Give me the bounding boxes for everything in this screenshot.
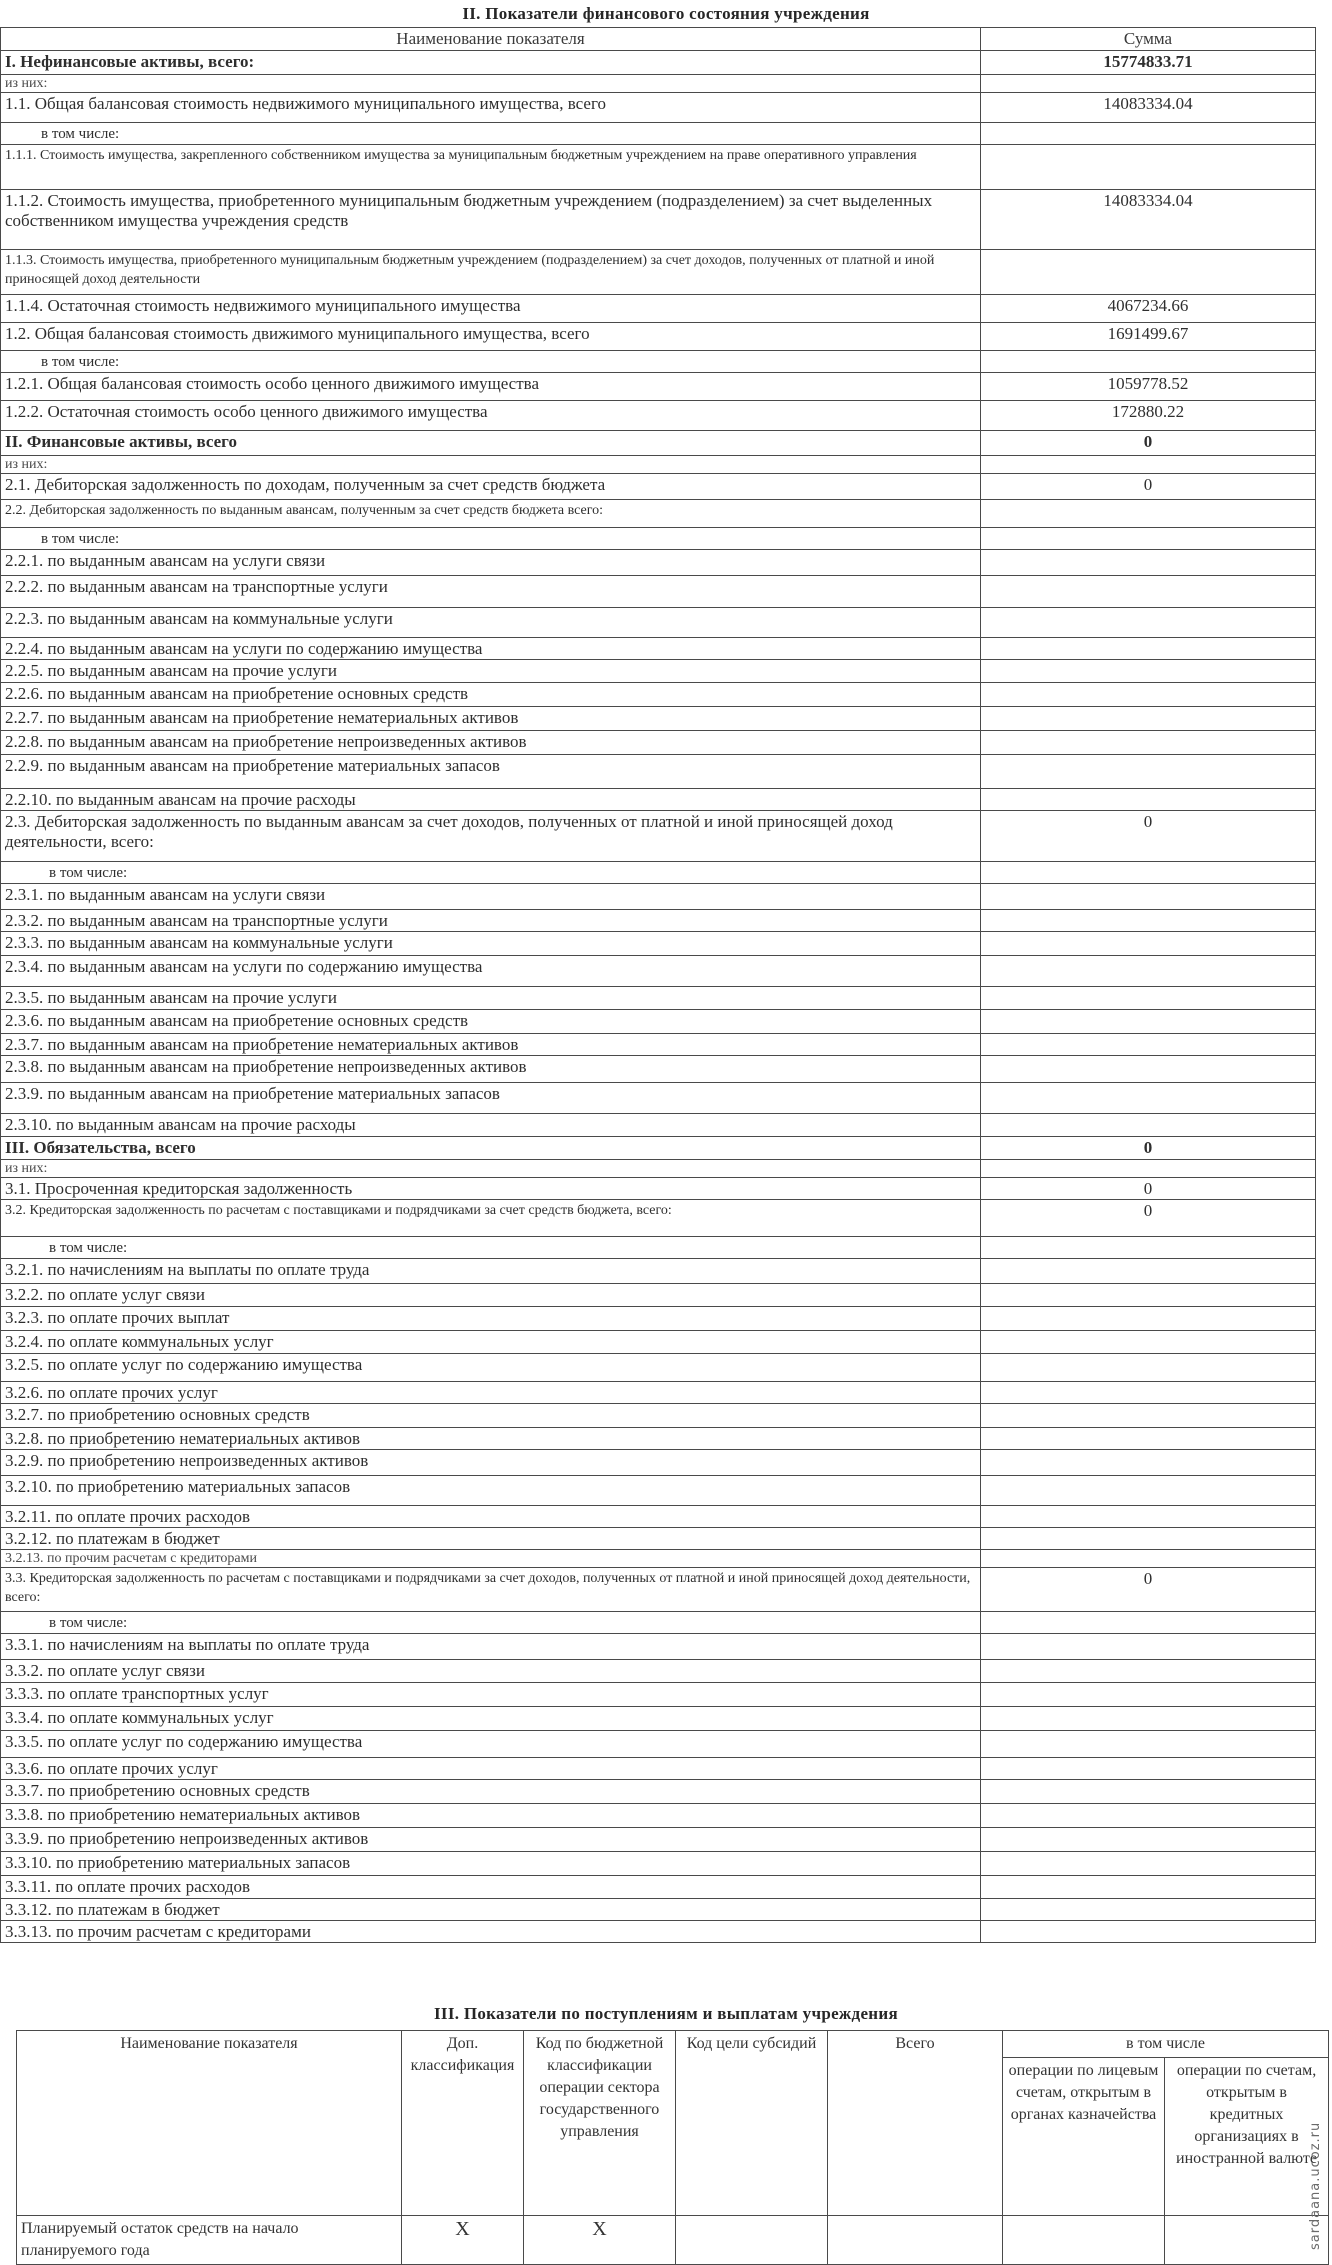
table-row	[1, 1876, 1316, 1899]
row-name: 3.2.12. по платежам в бюджет	[1, 1528, 981, 1550]
table-row	[1, 1828, 1316, 1852]
row-name: 3.3.2. по оплате услуг связи	[1, 1660, 981, 1683]
row-name: 1.1. Общая балансовая стоимость недвижимого муниципального имущества, всего	[1, 93, 981, 123]
row-amount: 1059778.52	[981, 373, 1316, 401]
row-amount	[981, 707, 1316, 731]
row-name: 2.2.10. по выданным авансам на прочие расходы	[1, 789, 981, 811]
row-name: в том числе:	[1, 862, 981, 884]
row-amount	[981, 1876, 1316, 1899]
row-name: 3.3.13. по прочим расчетам с кредиторами	[1, 1921, 981, 1943]
table-row	[1, 956, 1316, 987]
row-amount	[981, 1404, 1316, 1428]
row-name: 3.3.8. по приобретению нематериальных активов	[1, 1804, 981, 1828]
row-name: 3.3.7. по приобретению основных средств	[1, 1780, 981, 1804]
row-name: 2.2.9. по выданным авансам на приобретение материальных запасов	[1, 755, 981, 789]
row-name: 2.3.10. по выданным авансам на прочие расходы	[1, 1114, 981, 1137]
table-row	[1, 528, 1316, 550]
row-name: из них:	[1, 456, 981, 474]
table-row	[1, 351, 1316, 373]
table-row	[1, 683, 1316, 707]
row-amount	[981, 1612, 1316, 1634]
table-row	[1, 93, 1316, 123]
row-name: 1.2. Общая балансовая стоимость движимого муниципального имущества, всего	[1, 323, 981, 351]
row-amount	[981, 683, 1316, 707]
table-row	[1, 1237, 1316, 1259]
row-name: 2.3.6. по выданным авансам на приобретение основных средств	[1, 1010, 981, 1034]
row-amount: 0	[981, 1178, 1316, 1200]
row-name: 3.2.1. по начислениям на выплаты по оплате труда	[1, 1259, 981, 1284]
table-row	[1, 987, 1316, 1010]
row-amount	[981, 1331, 1316, 1354]
row-amount	[981, 1034, 1316, 1056]
row-name: 1.1.3. Стоимость имущества, приобретенного муниципальным бюджетным учреждением (подразделением) за счет доходов, полученных от платной и иной приносящей доход деятельности	[1, 250, 981, 295]
table-row	[1, 789, 1316, 811]
row-name: 3.2.3. по оплате прочих выплат	[1, 1307, 981, 1331]
row-amount	[981, 1758, 1316, 1780]
row-amount	[981, 1828, 1316, 1852]
row-amount: 0	[981, 1568, 1316, 1612]
row-name: 1.2.1. Общая балансовая стоимость особо ценного движимого имущества	[1, 373, 981, 401]
table-row	[1, 500, 1316, 528]
table-row	[1, 707, 1316, 731]
table-row	[1, 1160, 1316, 1178]
row-amount	[981, 932, 1316, 956]
table-row	[1, 1083, 1316, 1114]
row-amount	[981, 1450, 1316, 1476]
table-row	[1, 1284, 1316, 1307]
row-name: 3.3.6. по оплате прочих услуг	[1, 1758, 981, 1780]
row-amount	[981, 75, 1316, 93]
row-name: 3.3.5. по оплате услуг по содержанию имущества	[1, 1731, 981, 1758]
table-row	[1, 638, 1316, 660]
table-row	[1, 431, 1316, 456]
table-row	[1, 373, 1316, 401]
table-row	[1, 1200, 1316, 1237]
row-amount	[981, 1259, 1316, 1284]
row-name: 1.1.1. Стоимость имущества, закрепленного собственником имущества за муниципальным бюджетным учреждением на праве оперативного управления	[1, 145, 981, 190]
table-row	[1, 884, 1316, 910]
table-row	[1, 75, 1316, 93]
row-name: 2.3. Дебиторская задолженность по выданным авансам за счет доходов, полученных от платной и иной приносящей доход деятельности, всего:	[1, 811, 981, 862]
row-name: 3.3.1. по начислениям на выплаты по оплате труда	[1, 1634, 981, 1660]
flow-header-dop: Доп. классификация	[402, 2031, 524, 2216]
table-row	[1, 1550, 1316, 1568]
row-name: в том числе:	[1, 1612, 981, 1634]
flow-cell-dop: X	[402, 2216, 524, 2265]
row-name: 1.1.2. Стоимость имущества, приобретенного муниципальным бюджетным учреждением (подразделением) за счет выделенных собственником имущества учреждения средств	[1, 190, 981, 250]
row-amount	[981, 456, 1316, 474]
table-row	[1, 1634, 1316, 1660]
table-row	[1, 474, 1316, 500]
row-name: 3.3.10. по приобретению материальных запасов	[1, 1852, 981, 1876]
receipts-payments-table	[16, 2030, 1329, 2265]
row-amount	[981, 1731, 1316, 1758]
table-row	[1, 123, 1316, 145]
table-row	[1, 910, 1316, 932]
table-row	[1, 932, 1316, 956]
section-2-title: II. Показатели финансового состояния учреждения	[462, 4, 870, 23]
row-name: II. Финансовые активы, всего	[1, 431, 981, 456]
table-row	[1, 811, 1316, 862]
row-amount: 14083334.04	[981, 190, 1316, 250]
table-row	[1, 1450, 1316, 1476]
row-amount	[981, 1852, 1316, 1876]
row-amount	[981, 910, 1316, 932]
row-name: 3.2.9. по приобретению непроизведенных активов	[1, 1450, 981, 1476]
row-name: 3.1. Просроченная кредиторская задолженность	[1, 1178, 981, 1200]
flow-header-vsego: Всего	[828, 2031, 1003, 2216]
table-row	[1, 1568, 1316, 1612]
row-name: 2.1. Дебиторская задолженность по доходам, полученным за счет средств бюджета	[1, 474, 981, 500]
row-name: I. Нефинансовые активы, всего:	[1, 51, 981, 75]
row-name: 2.3.3. по выданным авансам на коммунальные услуги	[1, 932, 981, 956]
table-row	[1, 1056, 1316, 1083]
table-row	[1, 1683, 1316, 1707]
table-row	[1, 145, 1316, 190]
flow-cell-kazn	[1003, 2216, 1165, 2265]
flow-cell-kod-cel	[676, 2216, 828, 2265]
row-amount	[981, 1899, 1316, 1921]
row-name: 3.3.4. по оплате коммунальных услуг	[1, 1707, 981, 1731]
row-name: в том числе:	[1, 123, 981, 145]
table-row	[1, 1707, 1316, 1731]
row-amount	[981, 351, 1316, 373]
row-name: 2.3.2. по выданным авансам на транспортные услуги	[1, 910, 981, 932]
row-amount	[981, 1307, 1316, 1331]
flow-header-kod-cel: Код цели субсидий	[676, 2031, 828, 2216]
table-row	[1, 1137, 1316, 1160]
row-name: 3.3.9. по приобретению непроизведенных активов	[1, 1828, 981, 1852]
financial-state-body	[1, 51, 1316, 1943]
table-row	[1, 1921, 1316, 1943]
table-row	[1, 456, 1316, 474]
table-row	[1, 1354, 1316, 1382]
row-amount	[981, 1428, 1316, 1450]
table-row	[1, 1804, 1316, 1828]
flow-cell-name: Планируемый остаток средств на начало планируемого года	[17, 2216, 402, 2265]
table-header-row	[1, 28, 1316, 51]
table-row	[1, 755, 1316, 789]
table-row	[1, 1506, 1316, 1528]
row-amount	[981, 1476, 1316, 1506]
column-header-sum: Сумма	[981, 28, 1316, 51]
row-amount: 0	[981, 811, 1316, 862]
section-3-title: III. Показатели по поступлениям и выплатам учреждения	[433, 2004, 898, 2023]
row-amount	[981, 528, 1316, 550]
table-row	[1, 51, 1316, 75]
flow-header-kod-operation: Код по бюджетной классификации операции сектора государственного управления	[524, 2031, 676, 2216]
site-watermark: sardaana.ucoz.ru	[1308, 2121, 1323, 2250]
row-amount	[981, 1083, 1316, 1114]
row-name: 3.2.11. по оплате прочих расходов	[1, 1506, 981, 1528]
row-amount	[981, 1506, 1316, 1528]
row-name: 2.2.5. по выданным авансам на прочие услуги	[1, 660, 981, 683]
row-amount	[981, 638, 1316, 660]
row-name: 2.2.8. по выданным авансам на приобретение непроизведенных активов	[1, 731, 981, 755]
row-amount	[981, 862, 1316, 884]
row-name: 1.1.4. Остаточная стоимость недвижимого муниципального имущества	[1, 295, 981, 323]
row-amount	[981, 500, 1316, 528]
row-amount	[981, 1707, 1316, 1731]
row-name: 2.2.1. по выданным авансам на услуги связи	[1, 550, 981, 576]
row-amount	[981, 1634, 1316, 1660]
row-name: 2.2. Дебиторская задолженность по выданным авансам, полученным за счет средств бюджета всего:	[1, 500, 981, 528]
table-row	[1, 1612, 1316, 1634]
flow-cell-vsego	[828, 2216, 1003, 2265]
row-amount	[981, 576, 1316, 608]
row-name: 2.3.5. по выданным авансам на прочие услуги	[1, 987, 981, 1010]
row-name: 2.2.3. по выданным авансам на коммунальные услуги	[1, 608, 981, 638]
row-amount	[981, 789, 1316, 811]
row-amount	[981, 250, 1316, 295]
row-name: 3.2.8. по приобретению нематериальных активов	[1, 1428, 981, 1450]
row-name: 2.2.2. по выданным авансам на транспортные услуги	[1, 576, 981, 608]
row-amount	[981, 608, 1316, 638]
row-amount	[981, 1284, 1316, 1307]
row-name: 3.2.7. по приобретению основных средств	[1, 1404, 981, 1428]
row-amount	[981, 1354, 1316, 1382]
row-name: в том числе:	[1, 528, 981, 550]
row-name: 3.3.3. по оплате транспортных услуг	[1, 1683, 981, 1707]
column-header-name: Наименование показателя	[1, 28, 981, 51]
row-amount	[981, 1528, 1316, 1550]
row-amount	[981, 1804, 1316, 1828]
table-row	[1, 1428, 1316, 1450]
row-amount	[981, 1660, 1316, 1683]
row-name: из них:	[1, 1160, 981, 1178]
table-row	[1, 608, 1316, 638]
row-name: 3.2.4. по оплате коммунальных услуг	[1, 1331, 981, 1354]
row-name: 3.2.6. по оплате прочих услуг	[1, 1382, 981, 1404]
row-name: 2.2.4. по выданным авансам на услуги по содержанию имущества	[1, 638, 981, 660]
row-amount	[981, 956, 1316, 987]
table-row	[1, 1758, 1316, 1780]
row-amount: 14083334.04	[981, 93, 1316, 123]
table-row	[1, 660, 1316, 683]
row-name: в том числе:	[1, 351, 981, 373]
row-amount	[981, 1921, 1316, 1943]
row-amount: 4067234.66	[981, 295, 1316, 323]
row-amount	[981, 1114, 1316, 1137]
financial-state-table	[0, 27, 1316, 1943]
flow-header-name: Наименование показателя	[17, 2031, 402, 2216]
table-row	[1, 1780, 1316, 1804]
flow-header-kred: операции по счетам, открытым в кредитных организациях в иностранной валюте	[1165, 2058, 1329, 2216]
row-name: 2.3.9. по выданным авансам на приобретение материальных запасов	[1, 1083, 981, 1114]
flow-row	[17, 2216, 1329, 2265]
row-name: 2.2.7. по выданным авансам на приобретение нематериальных активов	[1, 707, 981, 731]
row-name: 2.3.4. по выданным авансам на услуги по содержанию имущества	[1, 956, 981, 987]
row-amount: 15774833.71	[981, 51, 1316, 75]
table-row	[1, 323, 1316, 351]
row-name: 3.2.5. по оплате услуг по содержанию имущества	[1, 1354, 981, 1382]
table-row	[1, 1660, 1316, 1683]
row-amount: 0	[981, 1200, 1316, 1237]
table-row	[1, 1307, 1316, 1331]
row-amount: 0	[981, 431, 1316, 456]
table-row	[1, 1114, 1316, 1137]
row-name: 2.3.1. по выданным авансам на услуги связи	[1, 884, 981, 910]
row-name: 3.2.2. по оплате услуг связи	[1, 1284, 981, 1307]
table-row	[1, 250, 1316, 295]
table-row	[1, 1852, 1316, 1876]
table-row	[1, 401, 1316, 431]
table-row	[1, 1404, 1316, 1428]
row-amount: 1691499.67	[981, 323, 1316, 351]
table-row	[1, 731, 1316, 755]
row-name: III. Обязательства, всего	[1, 1137, 981, 1160]
row-amount	[981, 755, 1316, 789]
table-row	[1, 862, 1316, 884]
table-row	[1, 1899, 1316, 1921]
flow-cell-kred	[1165, 2216, 1329, 2265]
row-name: 2.3.7. по выданным авансам на приобретение нематериальных активов	[1, 1034, 981, 1056]
table-row	[1, 1731, 1316, 1758]
flow-cell-kod-operation: X	[524, 2216, 676, 2265]
table-row	[1, 1331, 1316, 1354]
row-name: 3.3. Кредиторская задолженность по расчетам с поставщиками и подрядчиками за счет доходов, полученных от платной и иной приносящей доход деятельности, всего:	[1, 1568, 981, 1612]
flow-header-row-1	[17, 2031, 1329, 2058]
row-name: 3.2. Кредиторская задолженность по расчетам с поставщиками и подрядчиками за счет средств бюджета, всего:	[1, 1200, 981, 1237]
flow-header-kazn: операции по лицевым счетам, открытым в органах казначейства	[1003, 2058, 1165, 2216]
row-amount	[981, 731, 1316, 755]
table-row	[1, 550, 1316, 576]
row-name: из них:	[1, 75, 981, 93]
table-row	[1, 1178, 1316, 1200]
row-amount	[981, 1160, 1316, 1178]
row-name: 2.3.8. по выданным авансам на приобретение непроизведенных активов	[1, 1056, 981, 1083]
row-name: 3.2.10. по приобретению материальных запасов	[1, 1476, 981, 1506]
row-name: 2.2.6. по выданным авансам на приобретение основных средств	[1, 683, 981, 707]
row-amount	[981, 1382, 1316, 1404]
row-amount: 0	[981, 1137, 1316, 1160]
row-amount	[981, 123, 1316, 145]
row-amount	[981, 1550, 1316, 1568]
row-name: 3.3.11. по оплате прочих расходов	[1, 1876, 981, 1899]
row-amount	[981, 1237, 1316, 1259]
table-row	[1, 295, 1316, 323]
row-amount	[981, 884, 1316, 910]
table-row	[1, 1259, 1316, 1284]
table-row	[1, 1528, 1316, 1550]
row-amount	[981, 660, 1316, 683]
row-amount	[981, 1010, 1316, 1034]
flow-header-vtom: в том числе	[1003, 2031, 1329, 2058]
row-amount: 0	[981, 474, 1316, 500]
row-name: в том числе:	[1, 1237, 981, 1259]
table-row	[1, 1034, 1316, 1056]
row-amount	[981, 1056, 1316, 1083]
row-amount	[981, 1683, 1316, 1707]
table-row	[1, 1476, 1316, 1506]
table-row	[1, 1382, 1316, 1404]
row-amount	[981, 145, 1316, 190]
row-amount	[981, 987, 1316, 1010]
row-amount	[981, 550, 1316, 576]
table-row	[1, 576, 1316, 608]
row-amount	[981, 1780, 1316, 1804]
table-row	[1, 1010, 1316, 1034]
row-name: 3.2.13. по прочим расчетам с кредиторами	[1, 1550, 981, 1568]
row-name: 3.3.12. по платежам в бюджет	[1, 1899, 981, 1921]
row-name: 1.2.2. Остаточная стоимость особо ценного движимого имущества	[1, 401, 981, 431]
table-row	[1, 190, 1316, 250]
row-amount: 172880.22	[981, 401, 1316, 431]
